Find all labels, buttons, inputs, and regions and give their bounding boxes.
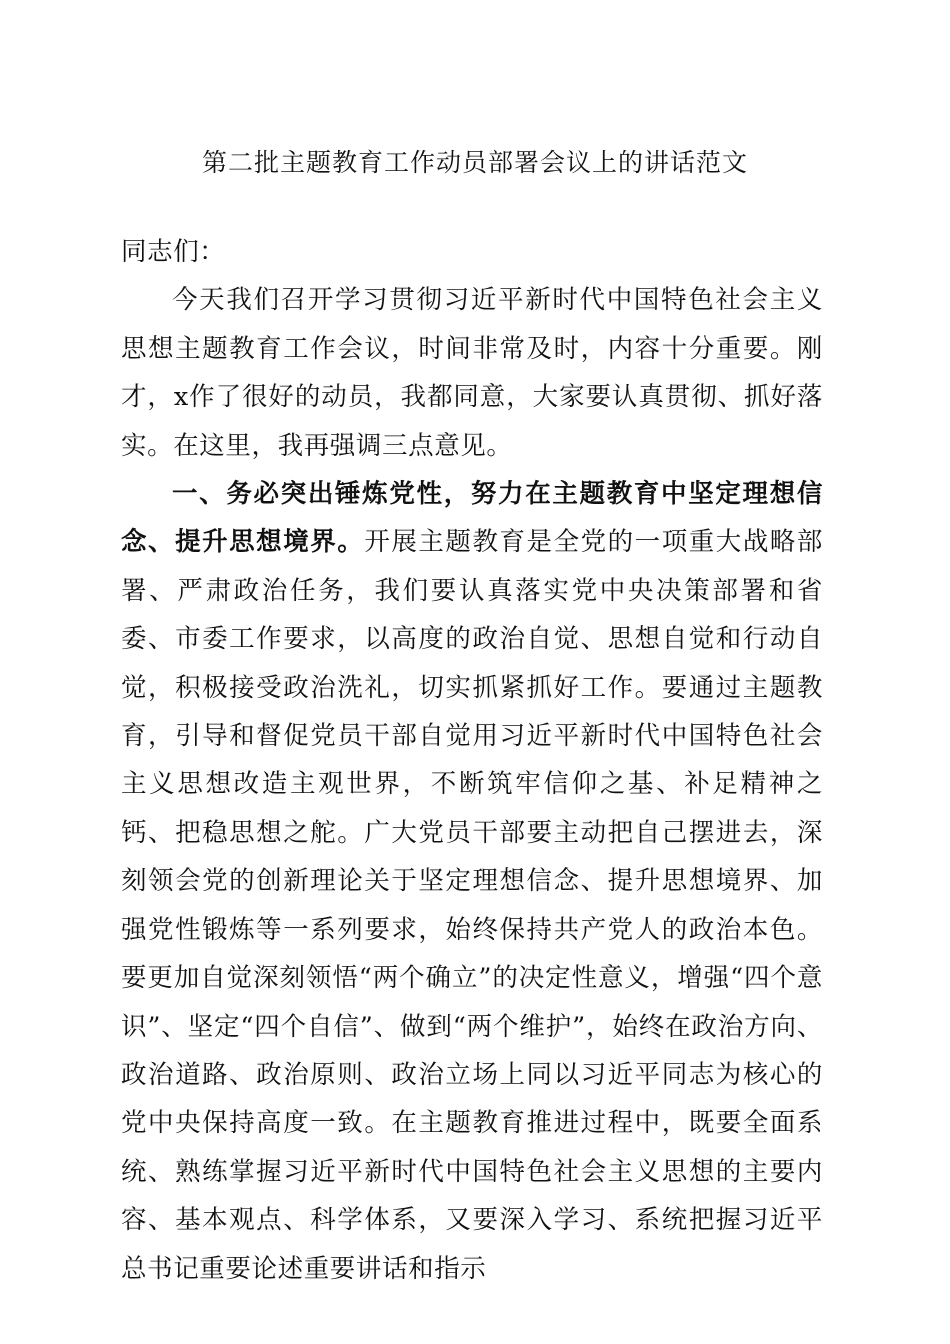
salutation: 同志们：: [121, 237, 226, 267]
section-1-heading: 一、务必突出锤炼党性，努力在主题教育中坚定理想信念、提升思想境界。: [121, 479, 823, 558]
intro-paragraph: 今天我们召开学习贯彻习近平新时代中国特色社会主义思想主题教育工作会议，时间非常及时，内容十分重要。刚才，x作了很好的动员，我都同意，大家要认真贯彻、抓好落实。在这里，我再强调三点意见。: [121, 285, 823, 461]
section-1-paragraph: [121, 470, 823, 1293]
document-body: [121, 228, 823, 1293]
document-title: 第二批主题教育工作动员部署会议上的讲话范文: [201, 148, 748, 177]
section-1-body: 开展主题教育是全党的一项重大战略部署、严肃政治任务，我们要认真落实党中央决策部署和省委、市委工作要求，以高度的政治自觉、思想自觉和行动自觉，积极接受政治洗礼，切实抓紧抓好工作。要通过主题教育，引导和督促党员干部自觉用习近平新时代中国特色社会主义思想改造主观世界，不断筑牢信仰之基、补足精神之钙、把稳思想之舵。广大党员干部要主动把自己摆进去，深刻领会党的创新理论关于坚定理想信念、提升思想境界、加强党性锻炼等一系列要求，始终保持共产党人的政治本色。要更加自觉深刻领悟“两个确立”的决定性意义，增强“四个意识”、坚定“四个自信”、做到“两个维护”，始终在政治方向、政治道路、政治原则、政治立场上同以习近平同志为核心的党中央保持高度一致。在主题教育推进过程中，既要全面系统、熟练掌握习近平新时代中国特色社会主义思想的主要内容、基本观点、科学体系，又要深入学习、系统把握习近平总书记重要论述重要讲话和指示: [121, 527, 823, 1284]
